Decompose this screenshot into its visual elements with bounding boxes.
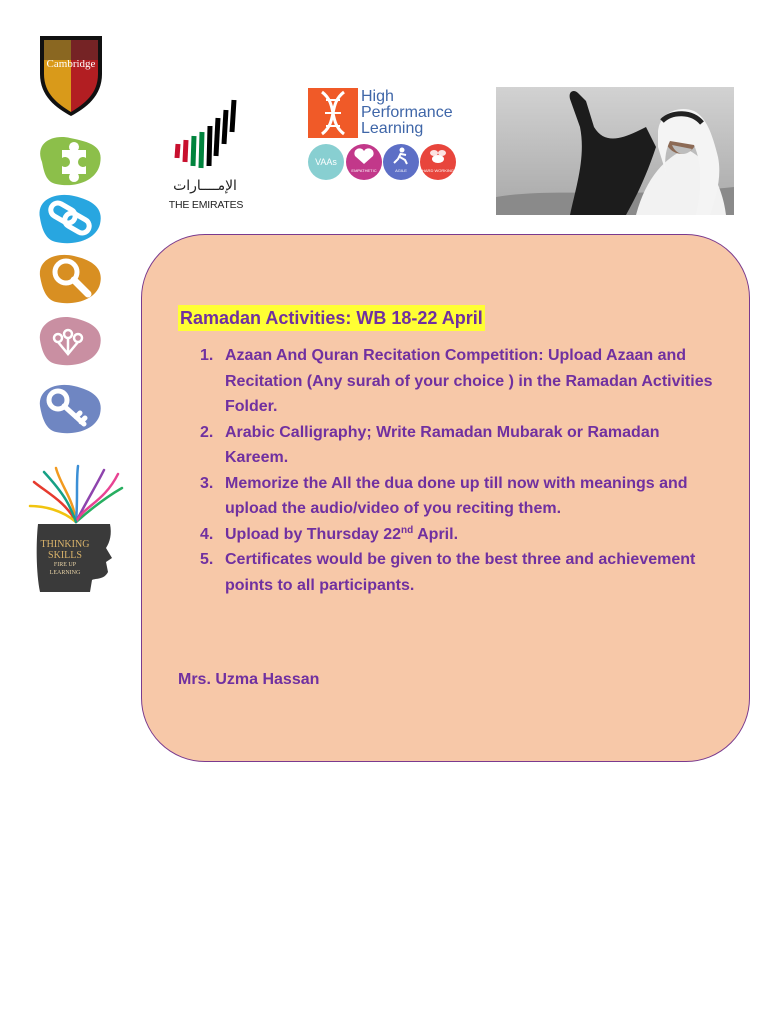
hard-working-badge <box>420 144 456 180</box>
thinking-skills-line3: FIRE UP <box>53 562 77 568</box>
list-item-text: Memorize the All the dua done up till now with meanings and upload the audio/video of you reciting them. <box>225 474 688 517</box>
cambridge-shield-logo <box>38 34 104 118</box>
list-item-text-before: Upload by Thursday 22 <box>225 525 402 543</box>
cambridge-label: Cambridge <box>46 58 96 70</box>
list-item <box>178 420 718 471</box>
empathetic-label: EMPATHETIC <box>351 168 377 173</box>
activities-list <box>178 343 718 598</box>
ordinal-suffix: nd <box>401 524 414 536</box>
vaas-badge: VAAs <box>308 144 344 180</box>
emirates-arabic-label: الإمــــارات <box>173 178 237 194</box>
puzzle-icon <box>34 132 106 188</box>
hpl-line1: High <box>361 88 394 105</box>
list-item <box>178 471 718 522</box>
thinking-skills-line1: THINKING <box>40 539 90 550</box>
list-item-number: 3. <box>200 474 214 492</box>
the-emirates-logo <box>168 96 242 176</box>
list-item <box>178 343 718 420</box>
list-item-text: Azaan And Quran Recitation Competition: Upload Azaan and Recitation (Any surah of your choice ) in the Ramadan Activities Folder. <box>225 347 713 415</box>
heart-icon <box>346 144 382 170</box>
key-icon <box>34 380 106 436</box>
hpl-title <box>361 89 453 137</box>
thinking-skills-line2: SKILLS <box>48 550 82 561</box>
hpl-line2: Performance <box>361 104 453 121</box>
agile-badge <box>383 144 419 180</box>
hpl-line3: Learning <box>361 120 424 137</box>
magnifier-icon <box>34 250 106 306</box>
emirates-english-label: THE EMIRATES <box>168 199 244 211</box>
list-item-text-after: April. <box>413 525 459 543</box>
empathetic-badge <box>346 144 382 180</box>
bee-icon <box>420 144 456 170</box>
network-icon <box>34 312 106 368</box>
list-item <box>178 522 718 548</box>
list-item-number: 1. <box>200 347 214 364</box>
list-item-text: Arabic Calligraphy; Write Ramadan Mubarak or Ramadan Kareem. <box>225 423 660 466</box>
hpl-dna-icon <box>308 88 358 138</box>
list-item <box>178 547 718 598</box>
list-item-text: Certificates would be given to the best three and achievement points to all participants. <box>225 551 696 594</box>
signature: Mrs. Uzma Hassan <box>178 671 320 688</box>
list-item-number: 2. <box>200 423 214 441</box>
notice-title: Ramadan Activities: WB 18-22 April <box>178 305 485 331</box>
thinking-skills-line4: LEARNING <box>49 570 81 576</box>
runner-icon <box>383 144 419 170</box>
chain-link-icon <box>34 190 106 246</box>
list-item-number: 5. <box>200 551 214 568</box>
sheikh-zayed-photo <box>496 87 734 215</box>
hard-working-label: HARD WORKING <box>422 168 454 173</box>
list-item-number: 4. <box>200 525 214 543</box>
agile-label: AGILE <box>395 168 407 173</box>
